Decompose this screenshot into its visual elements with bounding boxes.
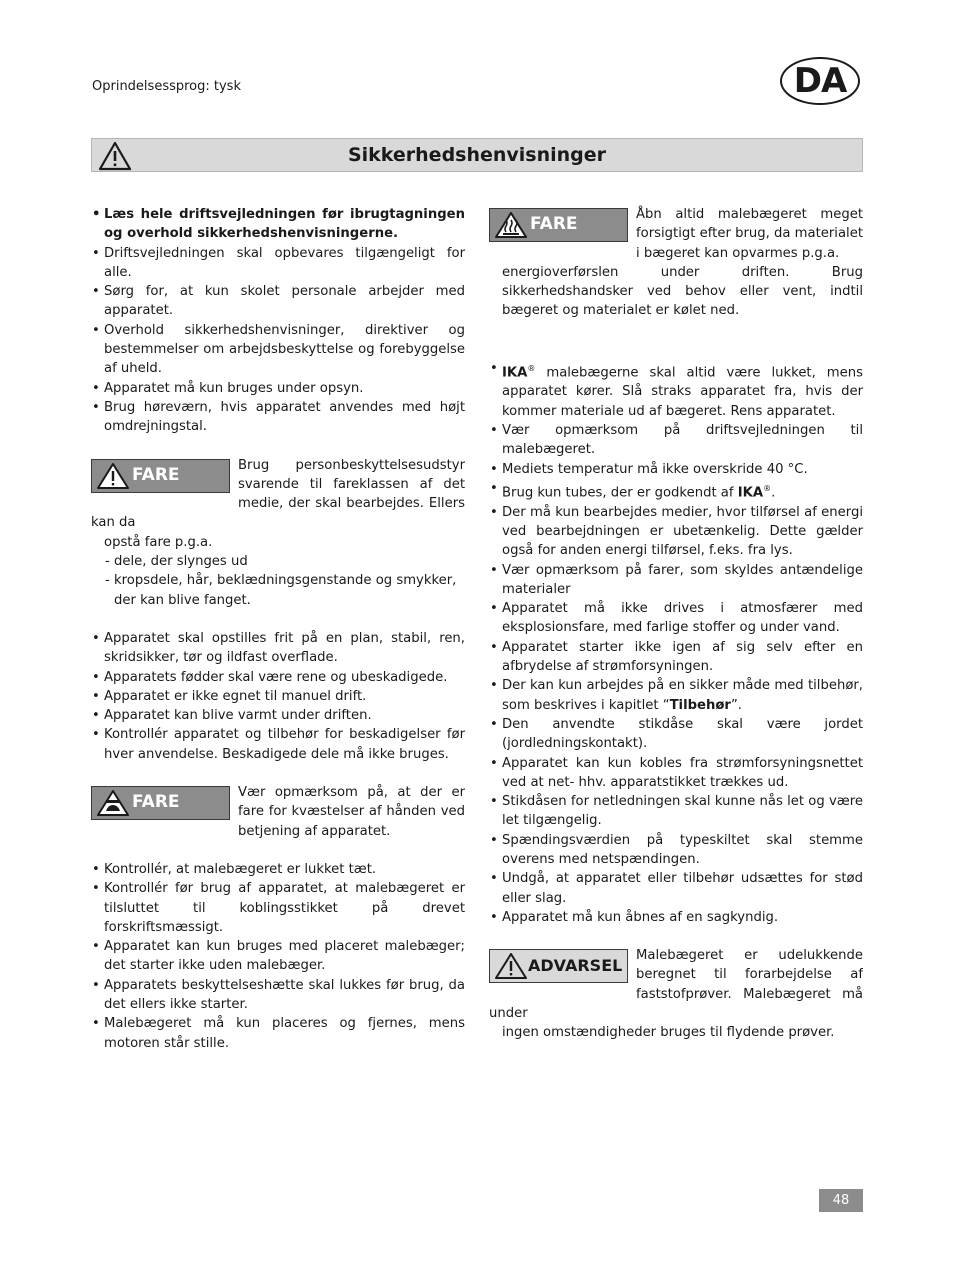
hand-crush-icon	[96, 789, 130, 817]
fare-badge	[91, 786, 230, 820]
list-item: • Overhold sikkerhedshenvisninger, direktiver og bestemmelser om arbejdsbeskyttelse og forebyggelse af uheld.	[91, 321, 465, 379]
chapter-name: Tilbehør	[669, 697, 731, 713]
list-item: • Apparatets beskyttelseshætte skal lukkes før brug, da det ellers ikke starter.	[91, 976, 465, 1015]
list-item: • Stikdåsen for netledningen skal kunne nås let og være let tilgængelig.	[489, 792, 863, 831]
list-item: • Kontrollér før brug af apparatet, at malebægeret er tilsluttet til koblingsstikket på drevet forskriftsmæssigt.	[91, 879, 465, 937]
fare-warning-2	[91, 783, 465, 841]
list-item	[489, 676, 863, 715]
badge-label: ADVARSEL	[528, 956, 623, 976]
list-item: • Apparatet må kun åbnes af en sagkyndig.	[489, 908, 863, 927]
hot-surface-icon	[494, 211, 528, 239]
list-item	[489, 479, 863, 503]
warning-text: Åbn altid malebægeret meget forsigtigt efter brug, da materialet i bægeret kan opvarmes p.g.a.	[636, 207, 863, 261]
warning-triangle-icon	[494, 952, 528, 980]
left-column	[91, 205, 465, 1053]
fare-warning-3	[489, 205, 863, 263]
warning-text: Malebægeret er udelukkende beregnet til forarbejdelse af faststofprøver. Malebægeret må under	[489, 948, 863, 1022]
list-item: • Apparatet starter ikke igen af sig selv efter en afbrydelse af strømforsyningen.	[489, 638, 863, 677]
badge-label: FARE	[530, 214, 578, 234]
list-item: • Apparatet må ikke drives i atmosfærer med eksplosionsfare, med farlige stoffer og under vand.	[489, 599, 863, 638]
right-column	[489, 205, 863, 1043]
list-item: • Malebægeret må kun placeres og fjernes, mens motoren står stille.	[91, 1014, 465, 1053]
list-item: • Spændingsværdien på typeskiltet skal stemme overens med netspændingen.	[489, 831, 863, 870]
list-item-text: Brug kun tubes, der er godkendt af	[502, 485, 738, 501]
fare-warning-1	[91, 456, 465, 533]
section-title-bar	[91, 138, 863, 172]
list-item-text: .	[771, 485, 776, 501]
list-item: • Apparatet skal opstilles frit på en plan, stabil, ren, skridsikker, tør og ildfast overflade.	[91, 629, 465, 668]
warning-continuation: opstå fare p.g.a.	[104, 534, 213, 550]
warning-continuation: energioverførslen under driften. Brug sikkerhedshandsker ved behov eller vent, indtil bægeret og materialet er kølet ned.	[502, 264, 863, 319]
list-item-text: Der kan kun arbejdes på en sikker måde med tilbehør, som beskrives i kapitlet “	[502, 678, 863, 713]
list-item: • Kontrollér, at malebægeret er lukket tæt.	[91, 860, 465, 879]
list-item: - kropsdele, hår, beklædningsgenstande og smykker, der kan blive fanget.	[105, 571, 465, 610]
list-item: • Brug høreværn, hvis apparatet anvendes med højt omdrejningstal.	[91, 398, 465, 437]
list-item	[489, 359, 863, 421]
registered-mark: ®	[763, 483, 772, 493]
brand-name: IKA	[502, 365, 528, 381]
list-item: • Læs hele driftsvejledningen før ibrugtagningen og overhold sikkerhedshenvisningerne.	[91, 205, 465, 244]
advarsel-warning	[489, 946, 863, 1023]
grinding-bowl-list	[91, 860, 465, 1053]
list-item-text: malebægerne skal altid være lukket, mens apparatet kører. Slå straks apparatet fra, hvis der kommer materiale ud af bægeret. Rens apparatet.	[502, 365, 863, 419]
registered-mark: ®	[527, 363, 536, 373]
safety-list	[489, 359, 863, 927]
list-item: • Mediets temperatur må ikke overskride 40 °C.	[489, 460, 863, 479]
list-item: • Vær opmærksom på driftsvejledningen til malebægeret.	[489, 421, 863, 460]
list-item: • Apparatet må kun bruges under opsyn.	[91, 379, 465, 398]
badge-label: FARE	[132, 464, 180, 485]
warning-text: Vær opmærksom på, at der er fare for kvæstelser af hånden ved betjening af apparatet.	[238, 785, 465, 839]
hazard-list	[91, 552, 465, 610]
list-item: • Sørg for, at kun skolet personale arbejder med apparatet.	[91, 282, 465, 321]
advarsel-badge	[489, 949, 628, 983]
page-number: 48	[819, 1189, 863, 1212]
badge-label: FARE	[132, 792, 180, 813]
list-item: • Kontrollér apparatet og tilbehør for beskadigelser før hver anvendelse. Beskadigede dele må ikke bruges.	[91, 725, 465, 764]
list-item: • Apparatet kan kun bruges med placeret malebæger; det starter ikke uden malebæger.	[91, 937, 465, 976]
language-badge: DA	[780, 57, 860, 105]
list-item: • Undgå, at apparatet eller tilbehør udsættes for stød eller slag.	[489, 869, 863, 908]
list-item-text: ”.	[730, 697, 742, 713]
list-item: • Den anvendte stikdåse skal være jordet (jordledningskontakt).	[489, 715, 863, 754]
setup-list	[91, 629, 465, 764]
origin-language: Oprindelsessprog: tysk	[92, 79, 241, 94]
list-item: • Apparatet kan blive varmt under driften.	[91, 706, 465, 725]
list-item: - dele, der slynges ud	[105, 552, 465, 571]
list-item: • Der må kun bearbejdes medier, hvor tilførsel af energi ved bearbejdningen er ubetænkelig. Dette gælder også for anden energi tilførsel, f.eks. fra lys.	[489, 503, 863, 561]
warning-text: Brug personbeskyttelsesudstyr svarende til fareklassen af det medie, der skal bearbejdes. Ellers kan da	[91, 457, 465, 531]
intro-list	[91, 205, 465, 437]
brand-name: IKA	[737, 485, 764, 501]
list-item: • Apparatet er ikke egnet til manuel drift.	[91, 687, 465, 706]
warning-continuation: ingen omstændigheder bruges til flydende prøver.	[502, 1025, 835, 1041]
list-item: • Driftsvejledningen skal opbevares tilgængeligt for alle.	[91, 244, 465, 283]
fare-badge	[91, 459, 230, 493]
list-item: • Apparatet kan kun kobles fra strømforsyningsnettet ved at net- hhv. apparatstikket trækkes ud.	[489, 754, 863, 793]
warning-triangle-icon	[96, 462, 130, 490]
fare-badge	[489, 208, 628, 242]
list-item: • Vær opmærksom på farer, som skyldes antændelige materialer	[489, 561, 863, 600]
list-item: • Apparatets fødder skal være rene og ubeskadigede.	[91, 668, 465, 687]
section-title: Sikkerhedshenvisninger	[347, 144, 607, 166]
